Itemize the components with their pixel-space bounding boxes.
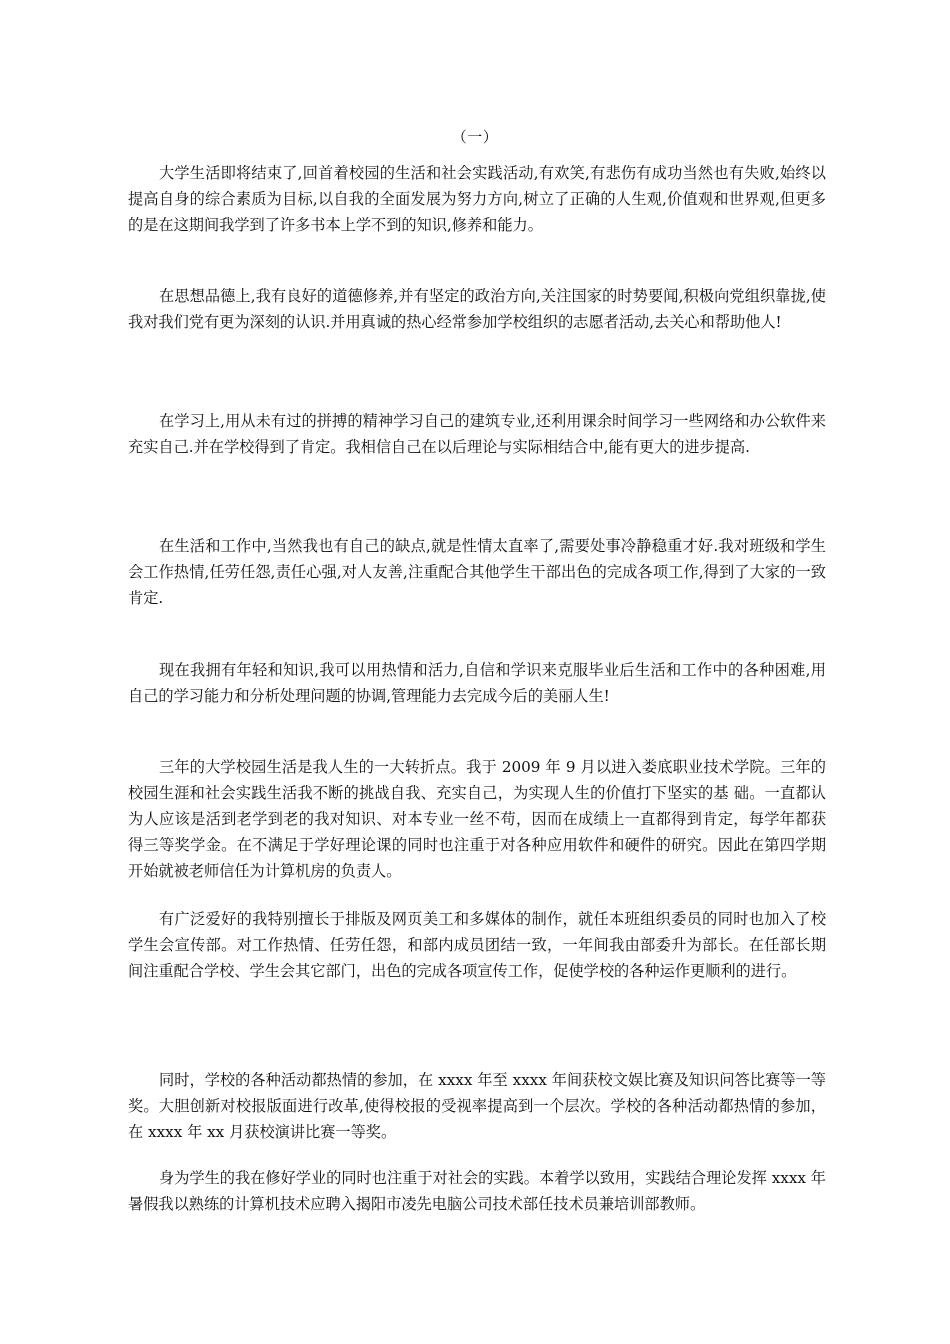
paragraph-5: 现在我拥有年轻和知识,我可以用热情和活力,自信和学识来克服毕业后生活和工作中的各种困难,用自己的学习能力和分析处理问题的协调,管理能力去完成今后的美丽人生!: [128, 661, 826, 705]
paragraph-8: 同时，学校的各种活动都热情的参加，在 xxxx 年至 xxxx 年间获校文娱比赛及知识问答比赛等一等奖。大胆创新对校报版面进行改革,使得校报的受视率提高到一个层次。学校的各种活动都热情的参加，在 xxxx 年 xx 月获校演讲比赛一等奖。: [128, 1071, 826, 1141]
paragraph-3: 在学习上,用从未有过的拼搏的精神学习自己的建筑专业,还利用课余时间学习一些网络和办公软件来充实自己.并在学校得到了肯定。我相信自己在以后理论与实际相结合中,能有更大的进步提高.: [128, 412, 826, 456]
paragraph-6: 三年的大学校园生活是我人生的一大转折点。我于 2009 年 9 月以进入娄底职业技术学院。三年的校园生涯和社会实践生活我不断的挑战自我、充实自己，为实现人生的价值打下坚实的基 础。一直都认为人应该是活到老学到老的我对知识、对本专业一丝不苟，因而在成绩上一直都得到肯定，每学年都获得三等奖学金。在不满足于学好理论课的同时也注重于对各种应用软件和硬件的研究。因此在第四学期开始就被老师信任为计算机房的负责人。: [128, 758, 826, 880]
paragraph-4: 在生活和工作中,当然我也有自己的缺点,就是性情太直率了,需要处事冷静稳重才好.我对班级和学生会工作热情,任劳任怨,责任心强,对人友善,注重配合其他学生干部出色的完成各项工作,得到了大家的一致肯定.: [128, 537, 826, 607]
paragraph-2: 在思想品德上,我有良好的道德修养,并有坚定的政治方向,关注国家的时势要闻,积极向党组织靠拢,使我对我们党有更为深刻的认识.并用真诚的热心经常参加学校组织的志愿者活动,去关心和帮助他人!: [128, 287, 826, 331]
paragraph-7: 有广泛爱好的我特别擅长于排版及网页美工和多媒体的制作，就任本班组织委员的同时也加入了校学生会宣传部。对工作热情、任劳任怨，和部内成员团结一致，一年间我由部委升为部长。在任部长期间注重配合学校、学生会其它部门，出色的完成各项宣传工作，促使学校的各种运作更顺利的进行。: [128, 910, 826, 980]
document-title: （一）: [451, 128, 499, 146]
paragraph-9: 身为学生的我在修好学业的同时也注重于对社会的实践。本着学以致用，实践结合理论发挥 xxxx 年暑假我以熟练的计算机技术应聘入揭阳市凌先电脑公司技术部任技术员兼培训部教师。: [128, 1169, 826, 1213]
paragraph-1: 大学生活即将结束了,回首着校园的生活和社会实践活动,有欢笑,有悲伤有成功当然也有失败,始终以提高自身的综合素质为目标,以自我的全面发展为努力方向,树立了正确的人生观,价值观和世界观,但更多的是在这期间我学到了许多书本上学不到的知识,修养和能力。: [128, 164, 826, 234]
